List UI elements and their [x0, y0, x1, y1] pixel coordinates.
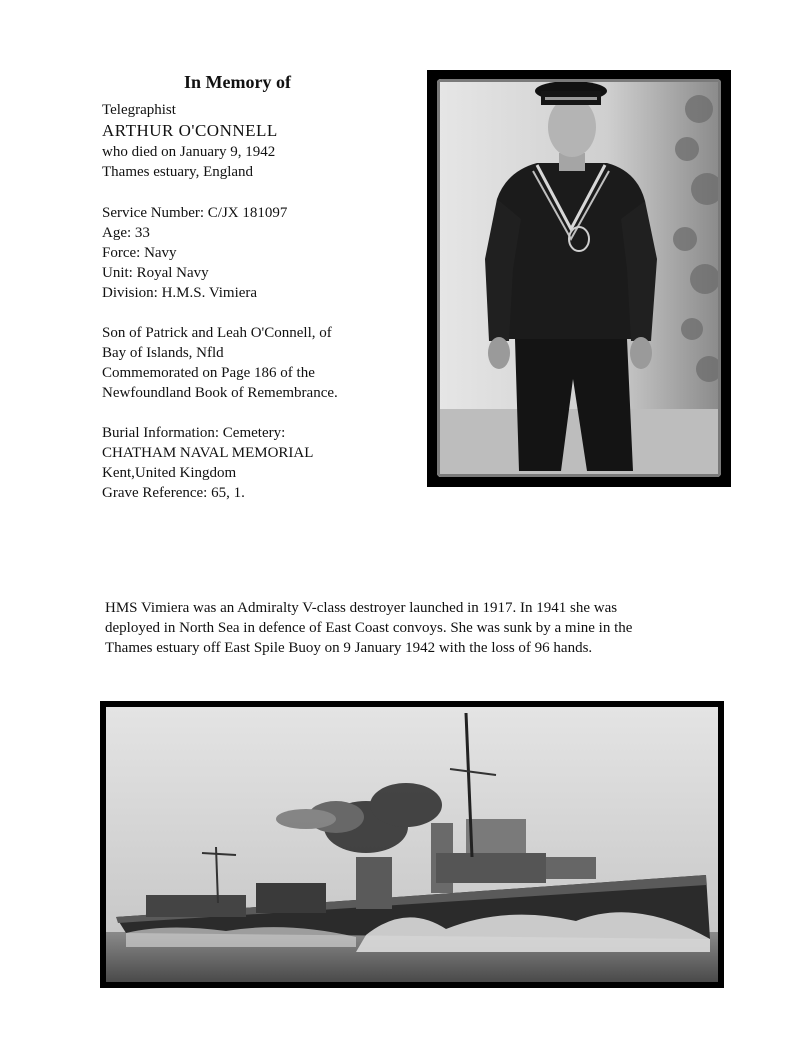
ship-history	[105, 598, 745, 658]
force: Force: Navy	[102, 245, 177, 261]
history-line: deployed in North Sea in defence of East Coast convoys. She was sunk by a mine in the	[105, 620, 633, 636]
rank: Telegraphist	[102, 102, 176, 118]
family-details	[102, 323, 338, 403]
burial-details	[102, 423, 313, 503]
portrait-illustration	[437, 79, 721, 477]
history-line: HMS Vimiera was an Admiralty V-class destroyer launched in 1917. In 1941 she was	[105, 600, 618, 616]
sailor-portrait	[437, 79, 721, 477]
history-line: Thames estuary off East Spile Buoy on 9 January 1942 with the loss of 96 hands.	[105, 640, 593, 656]
cemetery-name: CHATHAM NAVAL MEMORIAL	[102, 445, 314, 461]
destroyer-photo	[106, 707, 718, 982]
death-place: Thames estuary, England	[102, 164, 254, 180]
soldier-name: ARTHUR O'CONNELL	[102, 121, 278, 140]
ship-photo	[100, 701, 724, 988]
service-number: Service Number: C/JX 181097	[102, 205, 288, 221]
age: Age: 33	[102, 225, 150, 241]
portrait-photo	[427, 70, 731, 487]
death-date: who died on January 9, 1942	[102, 144, 276, 160]
burial-info: Burial Information: Cemetery:	[102, 425, 286, 441]
family-line: Son of Patrick and Leah O'Connell, of	[102, 325, 332, 341]
family-line: Newfoundland Book of Remembrance.	[102, 385, 338, 401]
memorial-identity	[102, 100, 278, 182]
cemetery-location: Kent,United Kingdom	[102, 465, 237, 481]
family-line: Commemorated on Page 186 of the	[102, 365, 315, 381]
service-details	[102, 203, 287, 303]
memorial-heading: In Memory of	[184, 72, 291, 92]
ship-illustration	[106, 707, 718, 982]
family-line: Bay of Islands, Nfld	[102, 345, 224, 361]
unit: Unit: Royal Navy	[102, 265, 209, 281]
division: Division: H.M.S. Vimiera	[102, 285, 258, 301]
grave-reference: Grave Reference: 65, 1.	[102, 485, 245, 501]
